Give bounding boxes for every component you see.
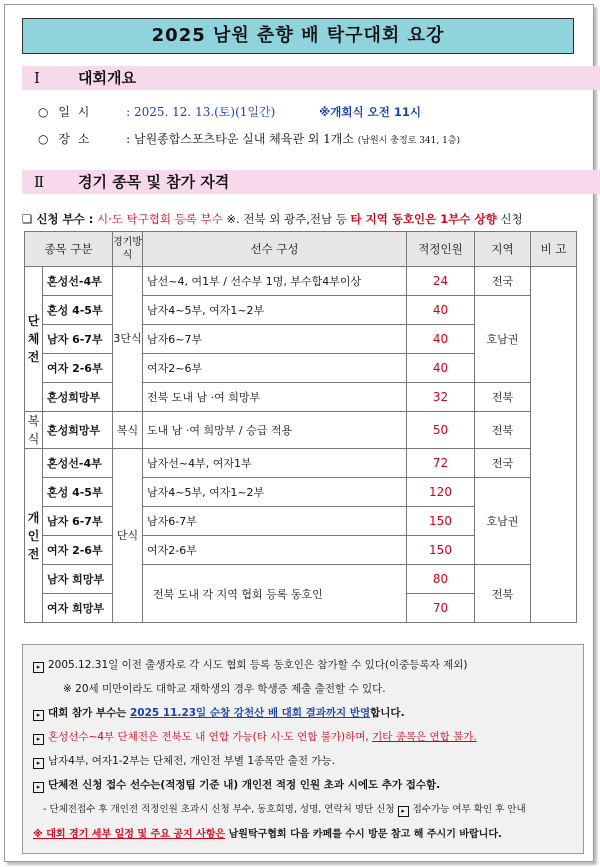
region-cell: 호남권 — [475, 296, 531, 383]
table-row — [25, 383, 577, 412]
quota-cell: 50 — [407, 412, 475, 449]
events-table — [24, 231, 577, 623]
bullet-marker: ○ — [38, 132, 49, 146]
composition-cell: 남자선~4부, 여자1부 — [143, 449, 407, 478]
category-singles: 개인전 — [25, 449, 43, 623]
checkbox-bullet-icon: ▸ — [33, 710, 44, 721]
note-text: - 단체전접수 후 개인전 적정인원 초과시 신청 부수, 동호회명, 성명, 연락처 명단 신청 — [43, 804, 395, 815]
note-item — [63, 681, 386, 696]
composition-cell: 도내 남 ·여 희망부 / 승급 적용 — [143, 412, 407, 449]
event-cell: 남자 6-7부 — [43, 507, 113, 536]
note-item — [33, 825, 502, 840]
apply-part4: 신청 — [500, 212, 523, 226]
bullet-marker: ○ — [38, 105, 49, 119]
note-cell — [531, 267, 577, 623]
note-text: 접수가능 여부 확인 후 안내 — [412, 804, 526, 815]
quota-cell: 40 — [407, 325, 475, 354]
header-method: 경기방식 — [113, 232, 143, 267]
event-cell: 남자 희망부 — [43, 565, 113, 594]
header-quota: 적정인원 — [407, 232, 475, 267]
note-text: 합니다. — [370, 707, 405, 719]
note-highlight: 2025 11.23일 순창 강천산 배 대회 결과까지 반영 — [129, 707, 371, 719]
note-highlight: ※ 대회 경기 세부 일정 및 주요 공지 사항은 — [33, 829, 226, 840]
table-header-row — [25, 232, 577, 267]
composition-cell: 남자4~5부, 여자1~2부 — [143, 478, 407, 507]
checkbox-bullet-icon: ▸ — [398, 806, 409, 817]
event-cell: 혼성 4-5부 — [43, 478, 113, 507]
apply-part2: ※. 전북 외 광주,전남 등 — [226, 212, 347, 226]
overview-value: : 남원종합스포츠타운 실내 체육관 외 1개소 — [126, 132, 354, 146]
overview-extra: ※개회식 오전 11시 — [319, 105, 421, 119]
quota-cell: 70 — [407, 594, 475, 623]
method-cell: 복식 — [113, 412, 143, 449]
checkbox-bullet-icon: ▸ — [33, 662, 44, 673]
table-row — [25, 478, 577, 507]
apply-part1: 시·도 탁구협회 등록 부수 — [97, 212, 223, 226]
note-item — [33, 729, 477, 745]
composition-cell: 여자2-6부 — [143, 536, 407, 565]
table-row — [25, 449, 577, 478]
note-text: 혼성선수~4부 단체전은 전북도 내 연합 가능(타 시·도 연합 불가)하며, — [48, 731, 369, 743]
note-text: 2005.12.31일 이전 출생자로 각 시도 협회 등록 동호인은 참가할 수 있다(이중등록자 제외) — [48, 659, 468, 671]
table-row — [25, 412, 577, 449]
table-row — [25, 296, 577, 325]
region-cell: 호남권 — [475, 478, 531, 565]
table-row — [25, 267, 577, 296]
composition-cell: 전북 도내 남 ·여 희망부 — [143, 383, 407, 412]
section-title: 대회개요 — [78, 69, 136, 87]
category-team: 단체전 — [25, 267, 43, 412]
composition-cell: 남자6-7부 — [143, 507, 407, 536]
header-event: 종목 구분 — [25, 232, 113, 267]
composition-cell: 남자6~7부 — [143, 325, 407, 354]
event-cell: 혼성선-4부 — [43, 449, 113, 478]
overview-label: 일 시 — [58, 105, 92, 119]
note-item — [33, 705, 405, 721]
overview-value: : 2025. 12. 13.(토)(1일간) — [126, 105, 276, 119]
section-title: 경기 종목 및 참가 자격 — [78, 173, 230, 191]
note-text: 남자4부, 여자1-2부는 단체전, 개인전 부별 1종목만 출전 가능. — [48, 755, 336, 767]
section-number: Ⅱ — [34, 173, 45, 191]
note-text: 대회 참가 부수는 — [48, 707, 127, 719]
notes-box — [22, 644, 584, 854]
note-item — [33, 777, 440, 793]
overview-extra: (남원시 충정로 341, 1층) — [357, 136, 461, 146]
event-cell: 혼성희망부 — [43, 412, 113, 449]
quota-cell: 120 — [407, 478, 475, 507]
quota-cell: 80 — [407, 565, 475, 594]
note-text: 단체전 신청 접수 선수는(적정팀 기준 내) 개인전 적정 인원 초과 시에도 추가 접수함. — [48, 779, 441, 791]
quota-cell: 150 — [407, 507, 475, 536]
checkbox-bullet-icon: ▸ — [33, 734, 44, 745]
apply-level-line — [22, 211, 523, 227]
checkbox-bullet-icon: ▸ — [33, 782, 44, 793]
region-cell: 전북 — [475, 412, 531, 449]
header-composition: 선수 구성 — [143, 232, 407, 267]
region-cell: 전북 — [475, 565, 531, 623]
header-region: 지역 — [475, 232, 531, 267]
page-title: 2025 남원 춘향 배 탁구대회 요강 — [22, 18, 574, 54]
note-item — [43, 801, 526, 817]
note-highlight: 기타 종목은 연합 불가. — [372, 731, 477, 743]
section-number: Ⅰ — [34, 69, 40, 87]
composition-cell: 남선~4, 여1부 / 선수부 1명, 부수합4부이상 — [143, 267, 407, 296]
quota-cell: 72 — [407, 449, 475, 478]
event-cell: 여자 희망부 — [43, 594, 113, 623]
composition-cell: 남자4~5부, 여자1~2부 — [143, 296, 407, 325]
header-note: 비 고 — [531, 232, 577, 267]
method-cell: 단식 — [113, 449, 143, 623]
quota-cell: 150 — [407, 536, 475, 565]
table-row — [25, 565, 577, 594]
overview-date — [38, 103, 421, 120]
region-cell: 전북 — [475, 383, 531, 412]
region-cell: 전국 — [475, 267, 531, 296]
event-cell: 혼성희망부 — [43, 383, 113, 412]
region-cell: 전국 — [475, 449, 531, 478]
quota-cell: 24 — [407, 267, 475, 296]
overview-venue — [38, 130, 460, 147]
quota-cell: 40 — [407, 354, 475, 383]
event-cell: 혼성 4-5부 — [43, 296, 113, 325]
event-cell: 혼성선-4부 — [43, 267, 113, 296]
note-text: 남원탁구협회 다음 카페를 수시 방문 참고 해 주시기 바랍니다. — [228, 829, 502, 840]
section-heading-overview — [22, 66, 600, 90]
event-cell: 여자 2-6부 — [43, 536, 113, 565]
apply-part3: 타 지역 동호인은 1부수 상향 — [350, 212, 497, 226]
apply-label: ❑ 신청 부수 : — [22, 212, 94, 226]
method-cell: 3단식 — [113, 267, 143, 412]
section-heading-events — [22, 170, 600, 194]
note-item — [33, 753, 335, 769]
checkbox-bullet-icon: ▸ — [33, 758, 44, 769]
event-cell: 남자 6-7부 — [43, 325, 113, 354]
event-cell: 여자 2-6부 — [43, 354, 113, 383]
category-doubles: 복식 — [25, 412, 43, 449]
composition-cell: 여자2~6부 — [143, 354, 407, 383]
overview-label: 장 소 — [58, 132, 92, 146]
quota-cell: 40 — [407, 296, 475, 325]
composition-cell: 전북 도내 각 지역 협회 등록 동호인 — [143, 565, 407, 623]
note-item — [33, 657, 467, 673]
note-text: ※ 20세 미만이라도 대학교 재학생의 경우 학생증 제출 출전할 수 있다. — [63, 683, 386, 695]
quota-cell: 32 — [407, 383, 475, 412]
